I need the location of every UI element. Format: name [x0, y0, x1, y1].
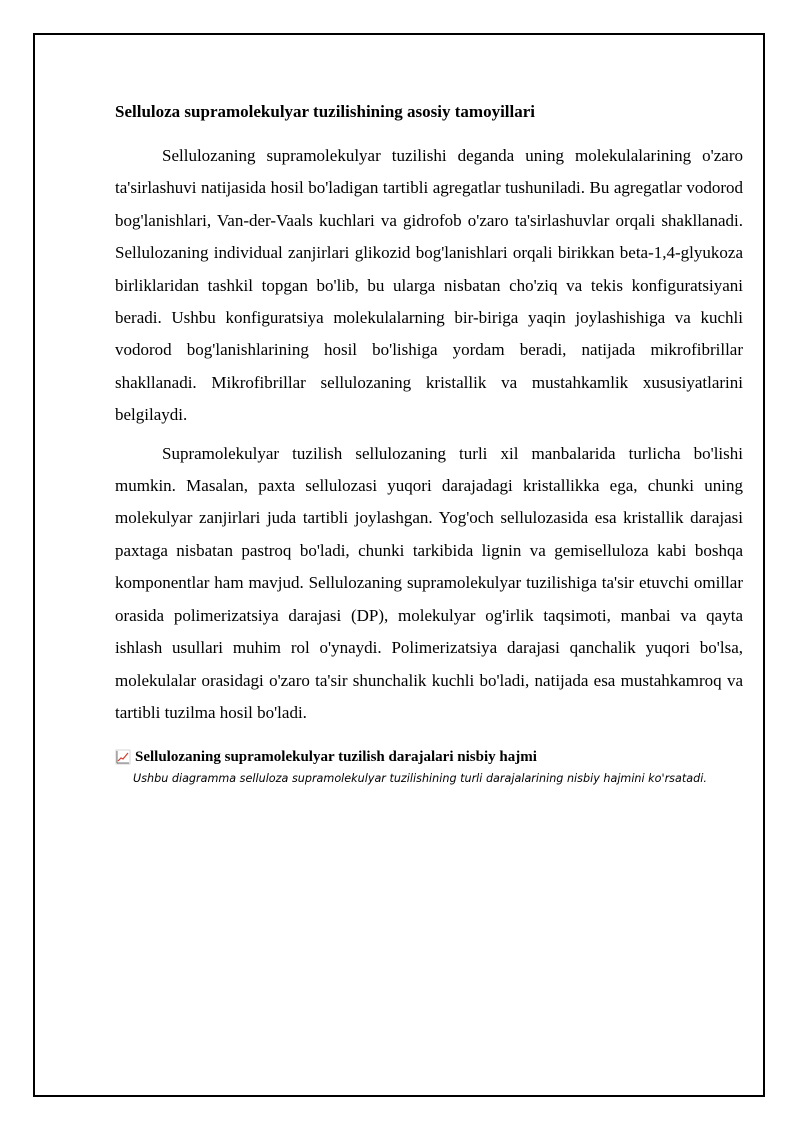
section-heading: Selluloza supramolekulyar tuzilishining asosiy tamoyillari [115, 102, 536, 121]
figure-title [115, 747, 743, 767]
figure-caption: Ushbu diagramma selluloza supramolekulyar tuzilishining turli darajalarining nisbiy hajmini ko'rsatadi. [133, 772, 707, 786]
figure-title-text: Sellulozaning supramolekulyar tuzilish darajalari nisbiy hajmi [135, 749, 537, 766]
paragraph-2: Supramolekulyar tuzilish sellulozaning turli xil manbalarida turlicha bo'lishi mumkin. Masalan, paxta sellulozasi yuqori darajadagi kristallikka ega, chunki uning molekulyar zanjirlari juda tartibli joylashgan. Yog'och sellulozasida esa kristallik darajasi paxtaga nisbatan pastroq bo'ladi, chunki tarkibida lignin va gemiselluloza kabi boshqa komponentlar ham mavjud. Sellulozaning supramolekulyar tuzilishiga ta'sir etuvchi omillar orasida polimerizatsiya darajasi (DP), molekulyar og'irlik taqsimoti, manbai va qayta ishlash usullari muhim rol o'ynaydi. Polimerizatsiya darajasi qanchalik yuqori bo'lsa, molekulalar orasidagi o'zaro ta'sir shunchalik kuchli bo'ladi, natijada esa mustahkamroq va tartibli tuzilma hosil bo'ladi. [115, 443, 743, 722]
paragraph-1: Sellulozaning supramolekulyar tuzilishi deganda uning molekulalarining o'zaro ta'sirlashuvi natijasida hosil bo'ladigan tartibli agregatlar tushuniladi. Bu agregatlar vodorod bog'lanishlari, Van-der-Vaals kuchlari va gidrofob o'zaro ta'sirlashuvlar orqali shakllanadi. Sellulozaning individual zanjirlari glikozid bog'lanishlari orqali birikkan beta-1,4-glyukoza birliklaridan tashkil topgan bo'lib, bu ularga nisbatan cho'ziq va tekis konfiguratsiyani beradi. Ushbu konfiguratsiya molekulalarning bir-biriga yaqin joylashishiga va kuchli vodorod bog'lanishlarining hosil bo'lishiga yordam beradi, natijada mikrofibrillar shakllanadi. Mikrofibrillar sellulozaning kristallik va mustahkamlik xususiyatlarini belgilaydi. [115, 146, 743, 425]
document-body [115, 100, 743, 787]
chart-increasing-icon [115, 749, 131, 765]
